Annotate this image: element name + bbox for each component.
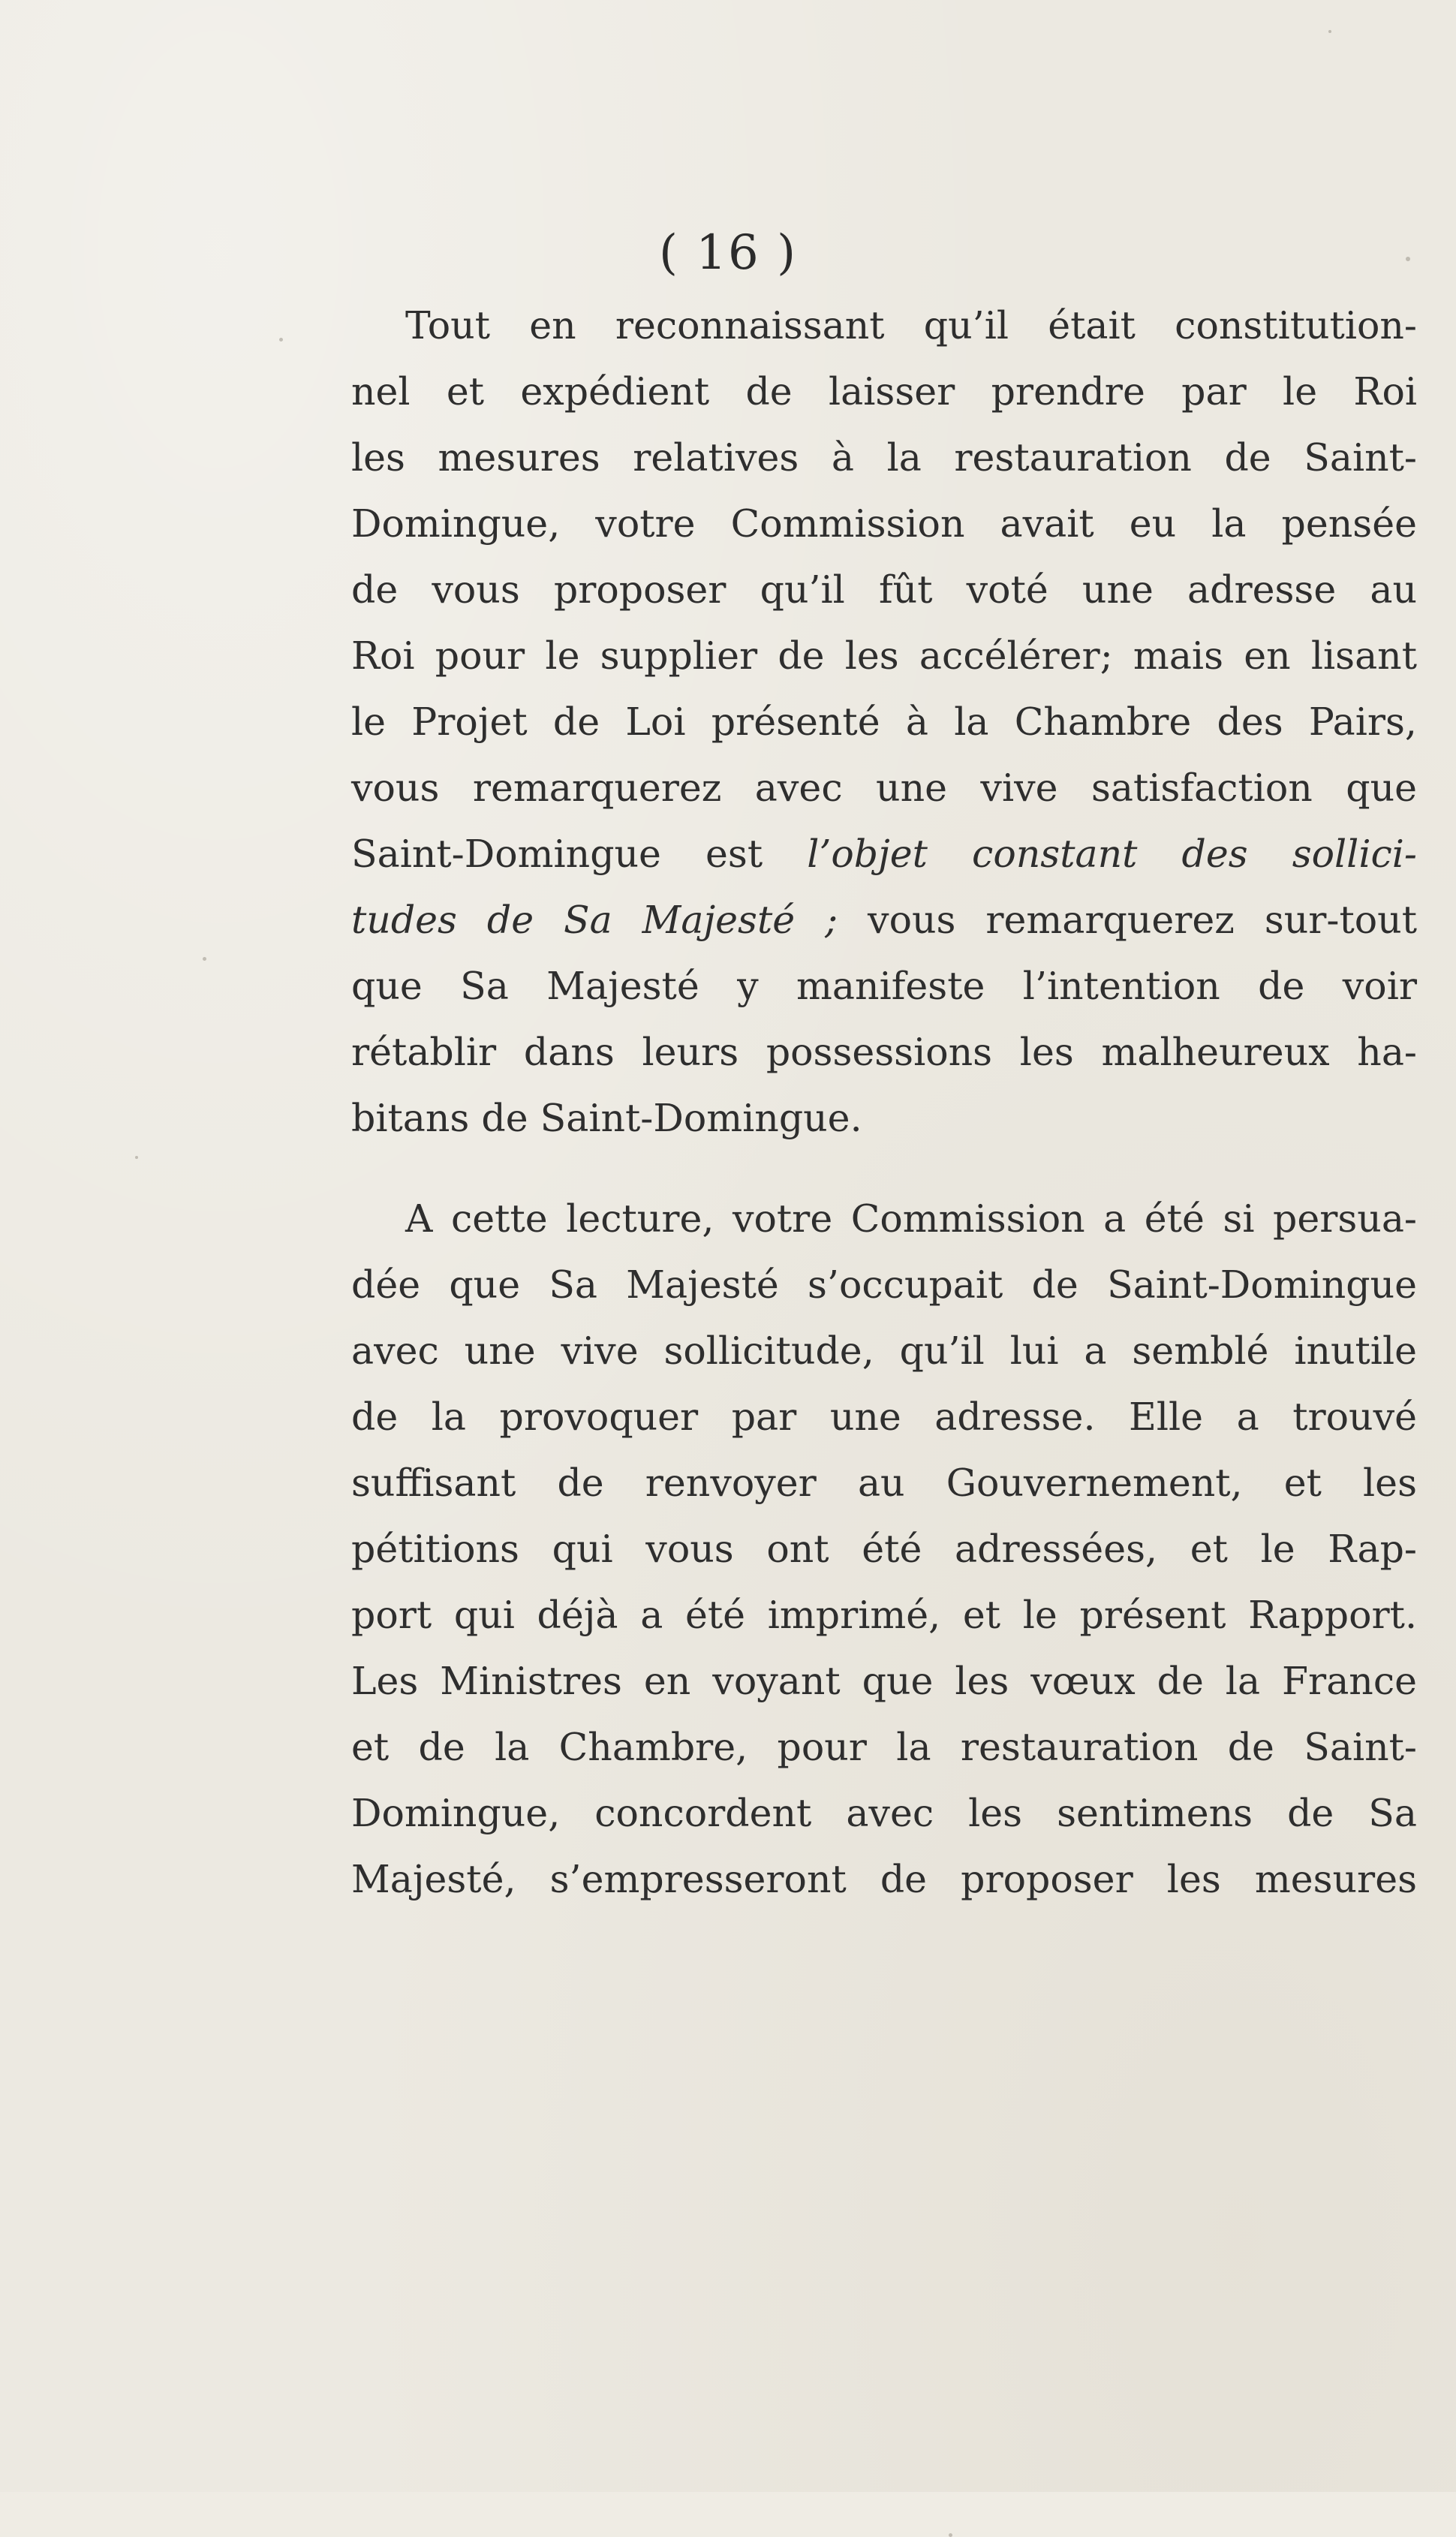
italic-segment: tudes de Sa Majesté ;	[351, 898, 838, 942]
paper-speck	[203, 957, 206, 961]
text-line: Roi pour le supplier de les accélérer; mais en lisant	[351, 633, 1417, 678]
text-line: suffisant de renvoyer au Gouvernement, et les	[351, 1461, 1417, 1505]
text-line-with-italic	[351, 821, 1417, 887]
paper-speck	[1328, 30, 1331, 33]
text-line-with-italic	[351, 887, 1417, 953]
italic-segment: l’objet constant des sollici-	[807, 832, 1417, 876]
text-line: rétablir dans leurs possessions les malheureux ha-	[351, 1030, 1417, 1074]
text-line: bitans de Saint-Domingue.	[351, 1096, 862, 1140]
paper-speck	[279, 338, 283, 342]
text-line: avec une vive sollicitude, qu’il lui a semblé inutile	[351, 1329, 1417, 1373]
text-line: les mesures relatives à la restauration de Saint-	[351, 435, 1417, 480]
page-number: ( 16 )	[658, 225, 798, 281]
text-line: de la provoquer par une adresse. Elle a trouvé	[351, 1395, 1417, 1439]
text-segment: vous remarquerez sur-tout	[838, 898, 1417, 942]
text-line: que Sa Majesté y manifeste l’intention de voir	[351, 964, 1417, 1008]
text-line: vous remarquerez avec une vive satisfaction que	[351, 766, 1417, 810]
text-line: nel et expédient de laisser prendre par le Roi	[351, 369, 1417, 414]
paragraph-2	[351, 1186, 1417, 1913]
text-line: et de la Chambre, pour la restauration de Saint-	[351, 1725, 1417, 1769]
paper-speck	[949, 2533, 952, 2537]
text-line: de vous proposer qu’il fût voté une adresse au	[351, 567, 1417, 612]
text-line: Les Ministres en voyant que les vœux de la France	[351, 1659, 1417, 1703]
text-line: Majesté, s’empresseront de proposer les mesures	[351, 1857, 1417, 1901]
text-line: pétitions qui vous ont été adressées, et le Rap-	[351, 1527, 1417, 1571]
text-line: Domingue, concordent avec les sentimens de Sa	[351, 1791, 1417, 1835]
paragraph-1	[351, 293, 1417, 1151]
paper-speck	[135, 1156, 138, 1159]
text-line: A cette lecture, votre Commission a été si persua-	[405, 1196, 1417, 1241]
text-line: port qui déjà a été imprimé, et le présent Rapport.	[351, 1593, 1417, 1637]
text-line: le Projet de Loi présenté à la Chambre des Pairs,	[351, 700, 1417, 744]
text-line: dée que Sa Majesté s’occupait de Saint-Domingue	[351, 1262, 1417, 1307]
text-segment: Saint-Domingue est	[351, 832, 808, 876]
text-line: Tout en reconnaissant qu’il était constitution-	[405, 303, 1417, 348]
text-line: Domingue, votre Commission avait eu la pensée	[351, 501, 1417, 546]
